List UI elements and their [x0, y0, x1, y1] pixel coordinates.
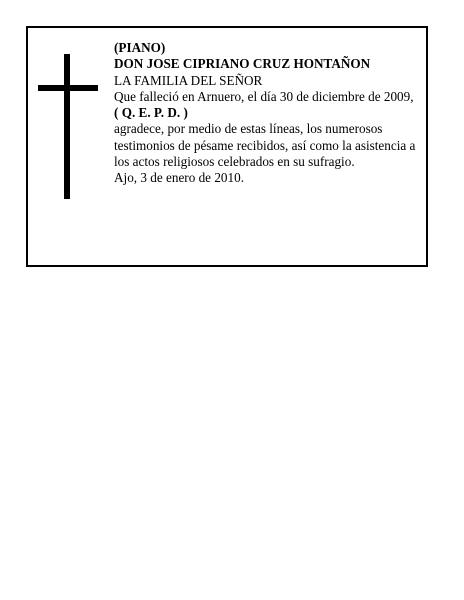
body-text: agradece, por medio de estas líneas, los numerosos testimonios de pésame recibidos, así como la asistencia a los actos religiosos celebrados en su sufragio. — [114, 121, 416, 170]
latin-cross-icon — [38, 54, 98, 199]
cross-horizontal-bar — [38, 85, 98, 91]
death-info: Que falleció en Arnuero, el día 30 de diciembre de 2009, — [114, 88, 414, 104]
notice-text-block — [114, 40, 420, 187]
place-date: Ajo, 3 de enero de 2010. — [114, 170, 245, 186]
cross-vertical-bar — [64, 54, 70, 199]
obituary-notice — [26, 26, 428, 267]
surname-line: (PIANO) — [114, 40, 166, 55]
deceased-name: DON JOSE CIPRIANO CRUZ HONTAÑON — [114, 56, 371, 72]
rip-line: ( Q. E. P. D. ) — [114, 105, 188, 121]
family-line: LA FAMILIA DEL SEÑOR — [114, 72, 263, 88]
